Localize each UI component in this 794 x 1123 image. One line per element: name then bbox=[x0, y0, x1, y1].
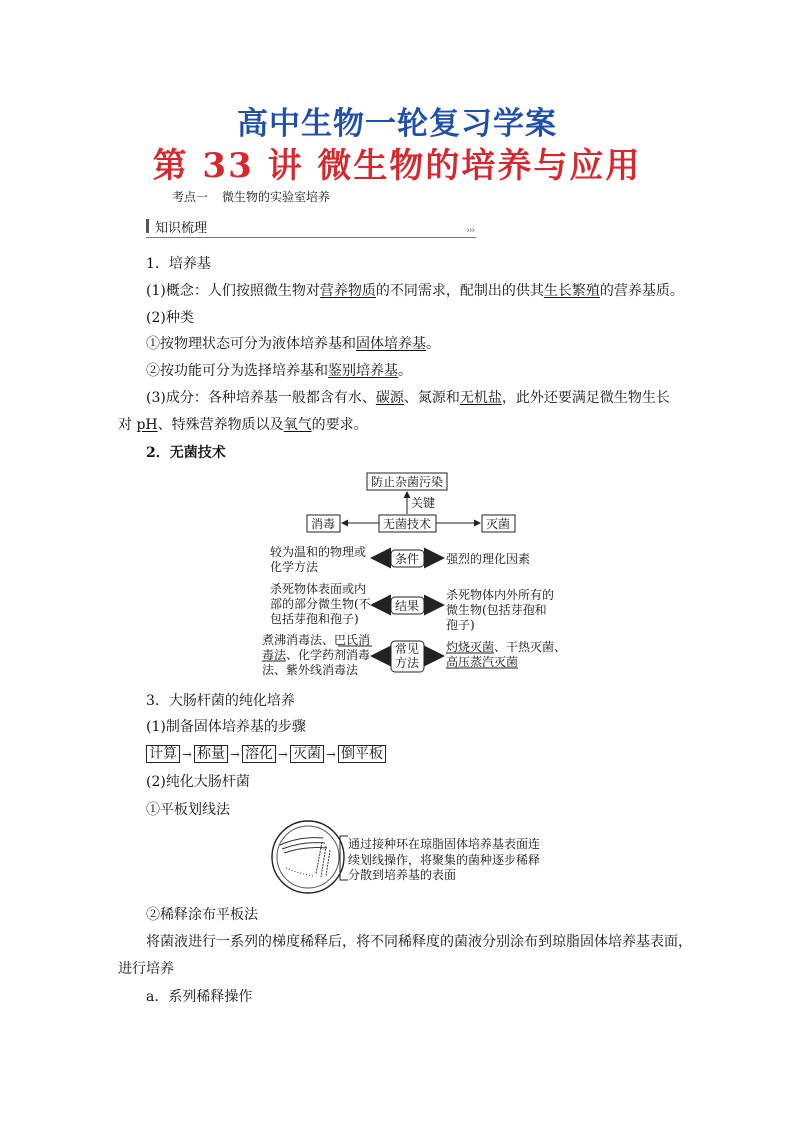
row3-right-0: 灼烧灭菌、干热灭菌、 bbox=[446, 640, 567, 654]
row2-right-1: 微生物(包括芽孢和 bbox=[446, 603, 547, 617]
row3-left-0: 煮沸消毒法、巴氏消 bbox=[262, 633, 371, 647]
prep-steps bbox=[146, 745, 386, 763]
row2-left-2: 包括芽孢和孢子) bbox=[270, 612, 359, 626]
streak-note-2: 分散到培养基的表面 bbox=[348, 868, 457, 882]
s3-sub1: (1)制备固体培养基的步骤 bbox=[146, 719, 306, 735]
arrow-icon: → bbox=[230, 747, 240, 761]
row1-left-1: 化学方法 bbox=[270, 560, 319, 574]
key-label: 关键 bbox=[411, 496, 436, 510]
s1-heading: 1．培养基 bbox=[146, 256, 211, 272]
s1-kind1: ①按物理状态可分为液体培养基和固体培养基。 bbox=[146, 336, 440, 352]
disinfect-text: 消毒 bbox=[310, 517, 336, 531]
streak-lines-1 bbox=[280, 838, 327, 853]
s1-kind2: ②按功能可分为选择培养基和鉴别培养基。 bbox=[146, 363, 412, 379]
s3-method1: ①平板划线法 bbox=[146, 802, 230, 818]
row3-left-1: 毒法、化学药剂消毒 bbox=[262, 648, 371, 662]
chevrons-icon: ››› bbox=[466, 226, 474, 236]
step-pour: 倒平板 bbox=[338, 745, 386, 763]
point-title: 微生物的实验室培养 bbox=[222, 190, 331, 204]
row3-label-1: 方法 bbox=[394, 656, 420, 670]
row1-right-0: 强烈的理化因素 bbox=[446, 552, 531, 566]
center-box-text: 无菌技术 bbox=[382, 517, 432, 531]
s3-sub2: (2)纯化大肠杆菌 bbox=[146, 774, 250, 790]
plate-inner bbox=[277, 826, 339, 888]
streak-note-1: 续划线操作，将聚集的菌种逐步稀释 bbox=[348, 853, 541, 867]
streak-plate-illustration bbox=[272, 821, 348, 893]
dilution-line1: 将菌液进行一系列的梯度稀释后，将不同稀释度的菌液分别涂布到琼脂固体培养基表面， bbox=[146, 934, 692, 950]
row3-right-1: 高压蒸汽灭菌 bbox=[446, 655, 519, 669]
a-item: a．系列稀释操作 bbox=[146, 989, 253, 1005]
step-melt: 溶化 bbox=[242, 745, 276, 763]
arrow-icon: → bbox=[278, 747, 288, 761]
dilution-line2: 进行培养 bbox=[118, 961, 174, 977]
s3-method2: ②稀释涂布平板法 bbox=[146, 907, 258, 923]
streak-lines-3 bbox=[286, 868, 314, 876]
step-sterilize: 灭菌 bbox=[290, 745, 324, 763]
row2-right-2: 孢子) bbox=[446, 618, 475, 632]
row1-label: 条件 bbox=[394, 552, 420, 566]
arrow-icon: → bbox=[182, 747, 192, 761]
top-box-text: 防止杂菌污染 bbox=[370, 475, 444, 489]
s1-concept: (1)概念：人们按照微生物对营养物质的不同需求，配制出的供其生长繁殖的营养基质。 bbox=[146, 283, 684, 299]
point-label: 考点一 bbox=[172, 190, 209, 204]
row2-right-0: 杀死物体内外所有的 bbox=[446, 588, 555, 602]
step-calc: 计算 bbox=[146, 745, 180, 763]
s1-components-line1: (3)成分：各种培养基一般都含有水、碳源、氮源和无机盐，此外还要满足微生物生长 bbox=[146, 390, 670, 406]
s3-heading: 3．大肠杆菌的纯化培养 bbox=[146, 693, 295, 709]
row3-left-2: 法、紫外线消毒法 bbox=[262, 663, 359, 677]
step-weigh: 称量 bbox=[194, 745, 228, 763]
plate-outer bbox=[272, 821, 344, 893]
sterilize-text: 灭菌 bbox=[485, 517, 511, 531]
doc-title: 高中生物一轮复习学案 bbox=[237, 106, 557, 142]
row2-left-1: 部的部分微生物(不 bbox=[270, 597, 371, 611]
streak-note-0: 通过接种环在琼脂固体培养基表面连 bbox=[348, 837, 541, 851]
s1-components-line2: 对 pH、特殊营养物质以及氧气的要求。 bbox=[118, 417, 368, 433]
row2-left-0: 杀死物体表面或内 bbox=[270, 582, 367, 596]
s1-kinds-heading: (2)种类 bbox=[146, 310, 194, 326]
section-label: 知识梳理 bbox=[155, 221, 208, 236]
row1-left-0: 较为温和的物理或 bbox=[270, 545, 367, 559]
s2-heading: 2．无菌技术 bbox=[146, 445, 226, 461]
row2-label: 结果 bbox=[394, 599, 420, 613]
arrow-icon: → bbox=[326, 747, 336, 761]
lecture-title: 第 33 讲 微生物的培养与应用 bbox=[152, 146, 642, 186]
row3-label-0: 常见 bbox=[394, 642, 420, 656]
